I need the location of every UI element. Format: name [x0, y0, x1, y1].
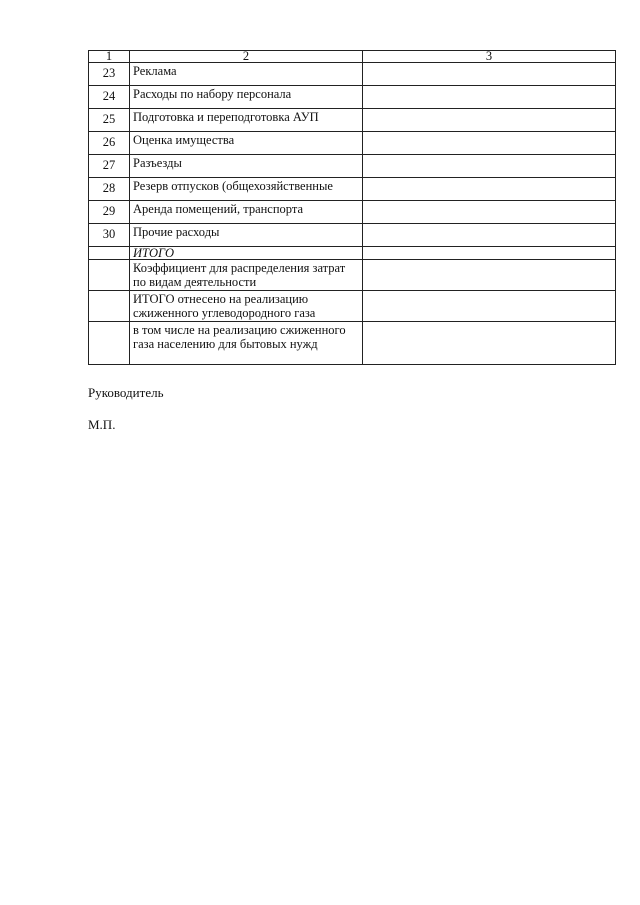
row-name: Резерв отпусков (общехозяйственные	[130, 178, 363, 201]
table-row	[89, 155, 616, 178]
row-value	[363, 155, 616, 178]
row-value	[363, 178, 616, 201]
row-number: 29	[89, 201, 130, 224]
row-number: 23	[89, 63, 130, 86]
table-row	[89, 63, 616, 86]
expense-table	[88, 50, 616, 365]
coefficient-label: Коэффициент для распределения затрат по видам деятельности	[130, 260, 363, 291]
row-name: Подготовка и переподготовка АУП	[130, 109, 363, 132]
total-label: ИТОГО	[130, 247, 363, 260]
header-col-1: 1	[89, 51, 130, 63]
total-number-cell	[89, 247, 130, 260]
table-row	[89, 178, 616, 201]
realization-household-label: в том числе на реализацию сжиженного газа населению для бытовых нужд	[130, 322, 363, 365]
row-name: Прочие расходы	[130, 224, 363, 247]
head-label: Руководитель	[88, 385, 164, 400]
realization-total-row	[89, 291, 616, 322]
row-value	[363, 224, 616, 247]
header-col-3: 3	[363, 51, 616, 63]
row-name: Реклама	[130, 63, 363, 86]
coefficient-value	[363, 260, 616, 291]
row-number: 27	[89, 155, 130, 178]
realization-total-number-cell	[89, 291, 130, 322]
table-row	[89, 86, 616, 109]
realization-household-row	[89, 322, 616, 365]
coefficient-number-cell	[89, 260, 130, 291]
row-name: Оценка имущества	[130, 132, 363, 155]
header-col-2: 2	[130, 51, 363, 63]
stamp-label: М.П.	[88, 417, 116, 432]
table-row	[89, 201, 616, 224]
row-number: 24	[89, 86, 130, 109]
row-value	[363, 132, 616, 155]
table-row	[89, 109, 616, 132]
row-name: Разъезды	[130, 155, 363, 178]
row-value	[363, 86, 616, 109]
coefficient-row	[89, 260, 616, 291]
row-number: 25	[89, 109, 130, 132]
realization-total-label: ИТОГО отнесено на реализацию сжиженного углеводородного газа	[130, 291, 363, 322]
table-row	[89, 224, 616, 247]
total-value	[363, 247, 616, 260]
row-number: 26	[89, 132, 130, 155]
realization-total-value	[363, 291, 616, 322]
row-name: Аренда помещений, транспорта	[130, 201, 363, 224]
table-header-row	[89, 51, 616, 63]
row-value	[363, 201, 616, 224]
total-row	[89, 247, 616, 260]
row-number: 28	[89, 178, 130, 201]
realization-household-value	[363, 322, 616, 365]
row-name: Расходы по набору персонала	[130, 86, 363, 109]
realization-household-number-cell	[89, 322, 130, 365]
row-value	[363, 109, 616, 132]
table-row	[89, 132, 616, 155]
row-number: 30	[89, 224, 130, 247]
row-value	[363, 63, 616, 86]
